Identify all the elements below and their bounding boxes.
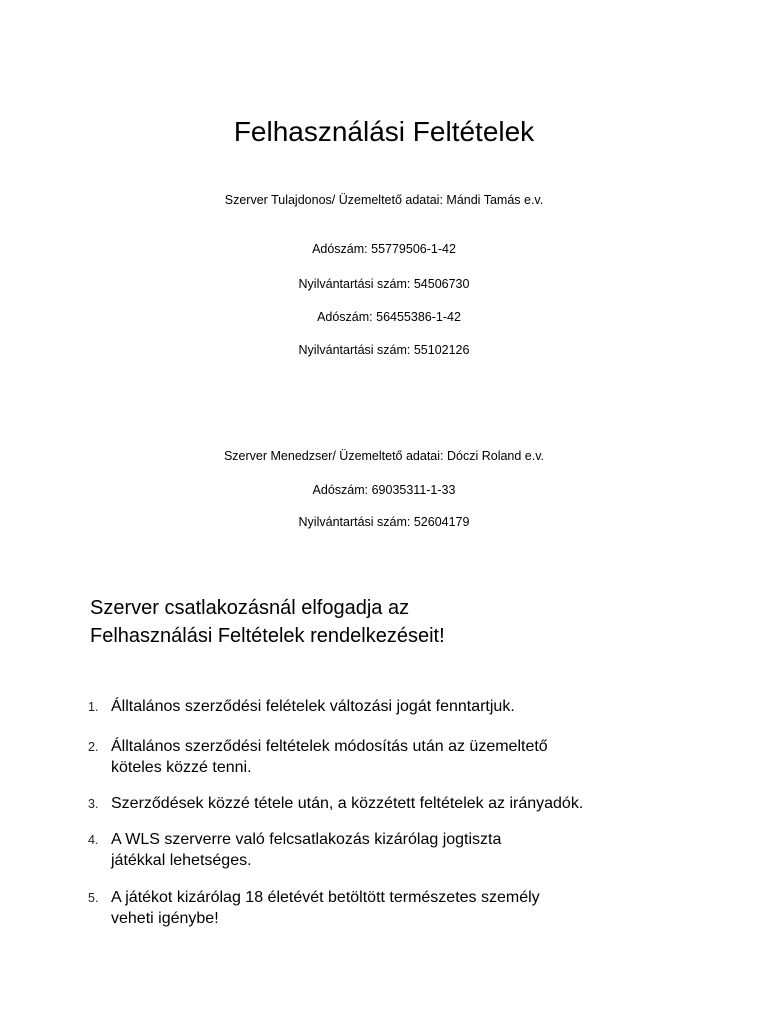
list-item-line: Álltalános szerződési felételek változási jogát fenntartjuk. xyxy=(111,698,515,715)
manager-registry-number: Nyilvántartási szám: 52604179 xyxy=(298,515,470,529)
list-item-text xyxy=(111,887,671,929)
list-item-text xyxy=(111,829,671,871)
terms-heading xyxy=(90,594,445,650)
list-item-text xyxy=(111,736,671,778)
owner-tax-number-1: Adószám: 55779506-1-42 xyxy=(312,242,456,256)
list-item-number: 2. xyxy=(88,740,99,754)
list-item-line: veheti igénybe! xyxy=(111,910,219,927)
list-item-line: Szerződések közzé tétele után, a közzétett feltételek az irányadók. xyxy=(111,795,584,812)
owner-info-line: Szerver Tulajdonos/ Üzemeltető adatai: Mándi Tamás e.v. xyxy=(224,193,544,207)
list-item-text xyxy=(111,696,671,717)
list-item-line: Álltalános szerződési feltételek módosítás után az üzemeltető xyxy=(111,738,548,755)
list-item-line: A játékot kizárólag 18 életévét betöltött természetes személy xyxy=(111,889,540,906)
list-item-number: 1. xyxy=(88,700,99,714)
terms-heading-line-2: Felhasználási Feltételek rendelkezéseit! xyxy=(90,625,445,647)
document-title: Felhasználási Feltételek xyxy=(233,116,535,147)
manager-info-line: Szerver Menedzser/ Üzemeltető adatai: Dóczi Roland e.v. xyxy=(223,449,545,463)
list-item-number: 5. xyxy=(88,891,99,905)
owner-registry-number-2: Nyilvántartási szám: 55102126 xyxy=(298,343,470,357)
list-item-text xyxy=(111,793,671,814)
list-item-line: köteles közzé tenni. xyxy=(111,759,252,776)
terms-heading-line-1: Szerver csatlakozásnál elfogadja az xyxy=(90,597,410,619)
list-item-line: A WLS szerverre való felcsatlakozás kizárólag jogtiszta xyxy=(111,831,502,848)
list-item-number: 4. xyxy=(88,833,99,847)
list-item-number: 3. xyxy=(88,797,99,811)
owner-tax-number-2: Adószám: 56455386-1-42 xyxy=(317,310,461,324)
owner-registry-number-1: Nyilvántartási szám: 54506730 xyxy=(298,277,470,291)
manager-tax-number: Adószám: 69035311-1-33 xyxy=(312,483,456,497)
list-item-line: játékkal lehetséges. xyxy=(111,852,252,869)
